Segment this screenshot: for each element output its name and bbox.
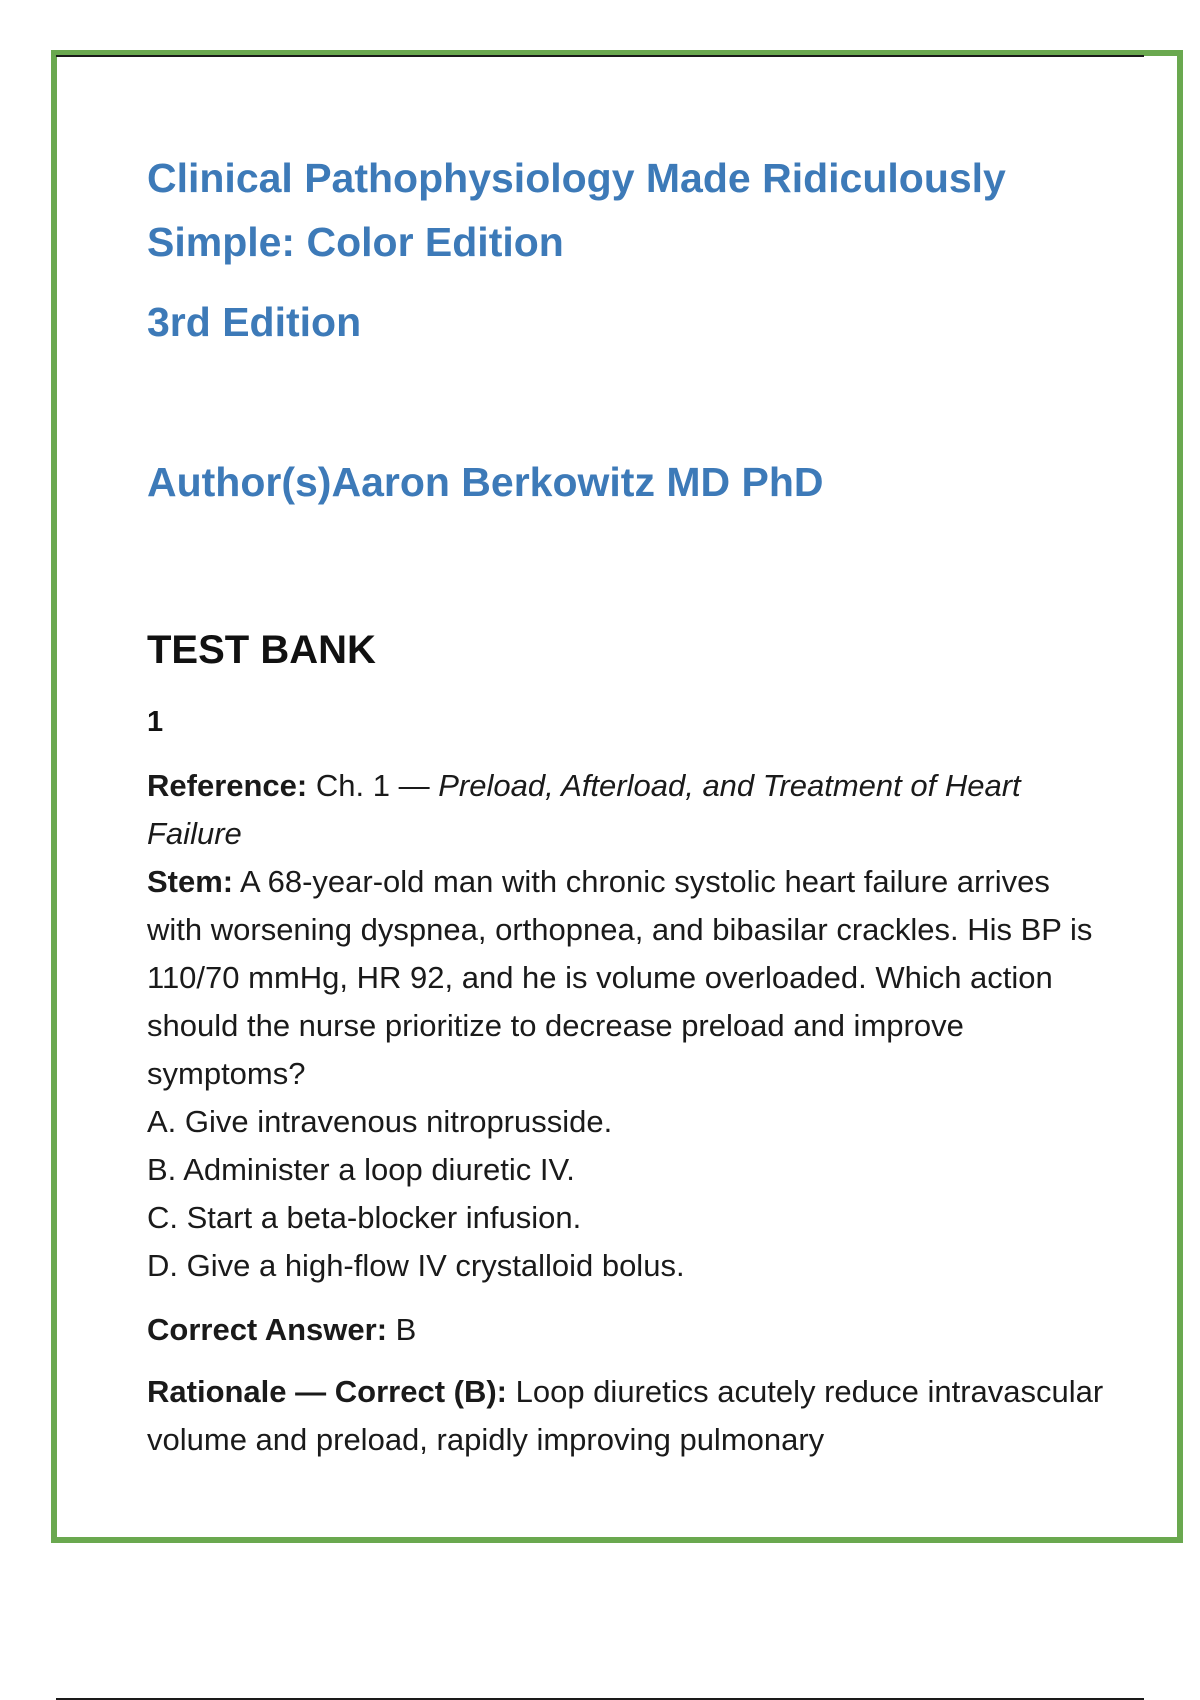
book-author: Author(s)Aaron Berkowitz MD PhD bbox=[147, 459, 824, 505]
top-rule bbox=[56, 55, 1144, 57]
rationale-label: Rationale — Correct (B): bbox=[147, 1374, 507, 1409]
option-c: C. Start a beta-blocker infusion. bbox=[147, 1200, 582, 1235]
question-number: 1 bbox=[147, 706, 164, 738]
book-title-line-1: Clinical Pathophysiology Made Ridiculously bbox=[147, 155, 1006, 201]
answer-options bbox=[147, 1098, 1107, 1290]
stem-label: Stem: bbox=[147, 864, 234, 899]
book-title bbox=[147, 146, 1107, 274]
question-reference bbox=[147, 762, 1107, 858]
reference-title: Preload, Afterload, and Treatment of Heart Failure bbox=[147, 768, 1021, 851]
rationale bbox=[147, 1368, 1107, 1464]
question-stem bbox=[147, 858, 1107, 1098]
option-a: A. Give intravenous nitroprusside. bbox=[147, 1104, 613, 1139]
document-content bbox=[147, 146, 1107, 1464]
book-edition: 3rd Edition bbox=[147, 299, 362, 345]
reference-chapter: Ch. 1 — bbox=[315, 768, 430, 803]
correct-answer bbox=[147, 1306, 1107, 1354]
book-title-line-2: Simple: Color Edition bbox=[147, 219, 564, 265]
reference-label: Reference: bbox=[147, 768, 308, 803]
correct-answer-value: B bbox=[395, 1312, 417, 1347]
stem-text: A 68-year-old man with chronic systolic heart failure arrives with worsening dyspnea, orthopnea, and bibasilar crackles. His BP is 110/70 mmHg, HR 92, and he is volume overloaded. Which action should the nurse prioritize to decrease preload and improve symptoms? bbox=[147, 864, 1093, 1091]
section-heading: TEST BANK bbox=[147, 628, 376, 672]
rationale-text: Loop diuretics acutely reduce intravascular volume and preload, rapidly improving pulmonary bbox=[147, 1374, 1104, 1457]
option-b: B. Administer a loop diuretic IV. bbox=[147, 1152, 575, 1187]
correct-answer-label: Correct Answer: bbox=[147, 1312, 388, 1347]
option-d: D. Give a high-flow IV crystalloid bolus. bbox=[147, 1248, 685, 1283]
